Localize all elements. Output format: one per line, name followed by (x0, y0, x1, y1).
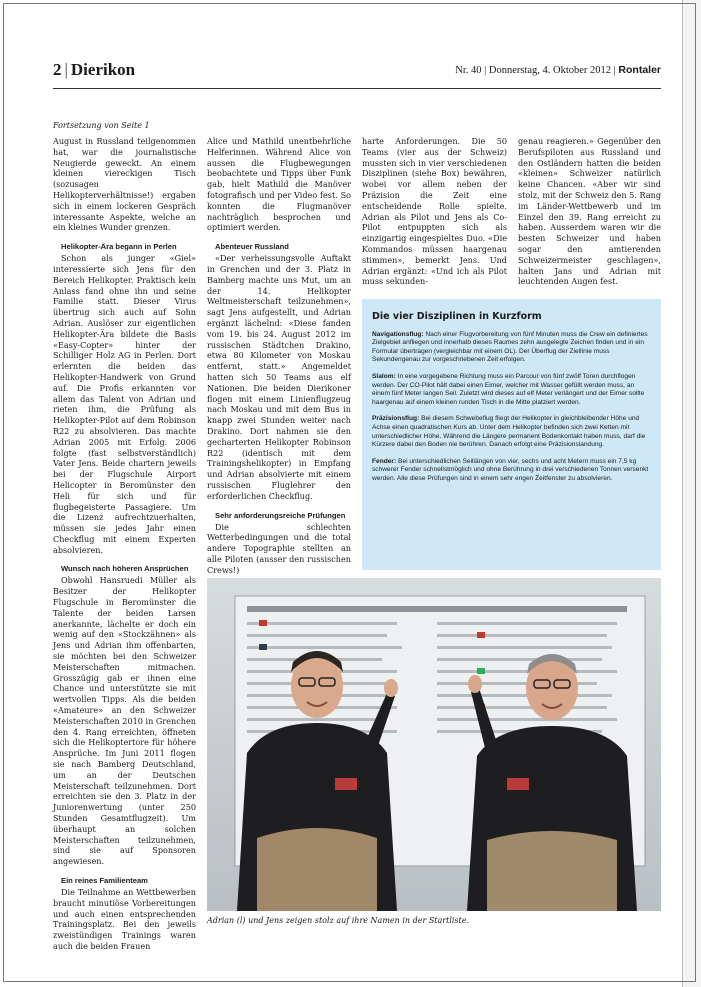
section-title: Dierikon (70, 60, 136, 79)
info-box-item (372, 458, 651, 484)
page-header-left (53, 60, 135, 80)
info-box-item (372, 373, 651, 407)
info-box-text: Bei diesem Schwebeflug fliegt der Helikopter in gleichbleibender Höhe und Achse einen quadratischen Kurs ab. Unter dem Helikopter befinden sich zwei Ketten mit unterschiedlicher Höhe. Während die Längere permanent Bodenkontakt haben muss, darf die Kürzere dabei den Boden nie berühren. Danach erfolgt eine Präzisionslandung. (372, 415, 646, 449)
photo-illustration (207, 578, 661, 911)
header-rule (53, 88, 661, 89)
paragraph: Schon als junger «Giel» interessierte sich Jens für den Bereich Helikopter. Praktisch kein Anlass fand ohne ihn und seine Familie statt. Dieser Virus übertrug sich auch auf Sohn Adrian. Auslöser zur eigentlichen Helikopter-Ära bildete die Basis «Easy-Copter» hinter der Schilliger Holz AG in Perlen. Dort erlernten die beiden das Helikopter-Handwerk von Grund auf. Die Profis erkannten vor allem das Talent von Adrian und rieten ihm, die Prüfung als Helikopter-Pilot auf dem Robinson R22 zu absolvieren. Das machte Adrian 2005 mit Erfolg. 2006 folgte (fast selbstverständlich) Vater Jens. Beide chartern jeweils bei der Flugschule Airport Helicopter in Beromünster den Heli für sich und für flugbegeisterte Passagiere. Um die Lizenz aufrechtzuerhalten, müssen sie jedes Jahr einen Checkflug mit einem Experten absolvieren. (53, 253, 196, 555)
paragraph: genau reagieren.» Gegenüber den Berufspiloten aus Russland und den Ostländern hatten die beiden «kleinen» Schweizer natürlich keine Chancen. «Aber wir sind stolz, mit der Schweiz den 5. Rang im Länder-Wettbewerb und im Einzel den 39. Rang erreicht zu haben. Ausserdem waren wir die besten Schweizer und haben sogar den amtierenden Schweizermeister geschlagen», halten Jans und Adrian mit leuchtenden Augen fest. (518, 136, 661, 287)
issue-info: Nr. 40 | Donnerstag, 4. Oktober 2012 | (455, 65, 616, 76)
info-box-item (372, 415, 651, 449)
page-number: 2 (53, 60, 62, 79)
column-1 (53, 136, 196, 952)
info-box-text: Bei unterschiedlichen Seillängen von vier, sechs und acht Metern muss ein 7,5 kg schwerer Fender schnellstmöglich und ohne Berührung in drei verschiedenen Tonnen versenkt werden. Alle diese Prüfungen sind in einem sehr engen Zeitfenster zu absolvieren. (372, 457, 649, 482)
info-box-disciplines (362, 299, 661, 570)
paragraph: Alice und Mathild unentbehrliche Helferinnen. Während Alice von aussen die Flugbewegungen beobachtete und Tipps über Funk gab, hielt Mathild die Manöver fotografisch und per Video fest. So konnten die Flugmanöver nachträglich besprochen und optimiert werden. (207, 136, 351, 233)
column-4 (518, 136, 661, 287)
paragraph: Die Teilnahme an Wettbewerben braucht minutiöse Vorbereitungen und auch einen entsprechenden Trainingsplatz. Bei den jeweils zweistündigen Trainings waren auch die beiden Frauen (53, 887, 196, 951)
subheading: Abenteuer Russland (215, 242, 289, 252)
info-box-text: In eine vorgegebene Richtung muss ein Parcour von fünf zwölf Toren durchflogen werden. Der CO-Pilot hält dabei einen Eimer, welcher mit Wasser gefüllt werden muss, an einem fünf Meter langen Seil. Zuletzt wird dieses auf elf Meter verlängert und der Eimer sollte haargenau auf einem kleinen runden Tisch in die Mitte platziert werden. (372, 372, 645, 406)
info-box-term: Slalom: (372, 372, 396, 380)
info-box-item (372, 331, 651, 365)
continuation-note: Fortsetzung von Seite 1 (53, 121, 150, 130)
subheading: Sehr anforderungsreiche Prüfungen (215, 510, 346, 520)
subheading: Wunsch nach höheren Ansprüchen (61, 564, 189, 574)
subheading: Helikopter-Ära begann in Perlen (61, 242, 177, 252)
column-2 (207, 136, 351, 575)
info-box-term: Navigationsflug: (372, 330, 424, 338)
column-3 (362, 136, 507, 287)
paragraph: Obwohl Hansruedi Müller als Besitzer der Helikopter Flugschule in Beromünster die Talente der beiden Larsen anerkannte, lächelte er doch ein wenig auf den «Stockzähnen» als Jens und Adrian ihm offenbarten, sie möchten bei den Schweizer Meisterschaften mitmachen. Grosszügig gab er ihnen eine Chance und unterstützte sie mit wertvollen Tipps. Als die beiden «Amateure» an den Schweizer Meisterschaften 2010 in Grenchen den 4. Rang erreichten, öffneten sich die Helikoptertore für höhere Ansprüche. Im Juni 2011 flogen sie nach Bamberg Deutschland, um an der Deutschen Meisterschaft teilzunehmen. Dort erreichten sie den 3. Platz in der Juniorenwertung (unter 250 Stunden Gesamtflugzeit). Um überhaupt an solchen Meisterschaften teilzunehmen, sind sie auf Sponsoren angewiesen. (53, 575, 196, 867)
info-box-term: Fender: (372, 457, 397, 465)
paragraph: «Der verheissungsvolle Auftakt in Grenchen und der 3. Platz in Bamberg machte uns Mut, um an der 14. Helikopter Weltmeisterschaft teilzunehmen», sagt Jens aufgestellt, und Adrian ergänzt lächelnd: «Diese fanden vom 19. bis 24. August 2012 im russischen Städtchen Drakino, etwa 80 Kilometer von Moskau entfernt, statt.» Angemeldet hatten sich 50 Teams aus elf Nationen. Die beiden Dierikoner flogen mit einem Linienflugzeug nach Moskau und mit dem Bus in knapp zwei Stunden weiter nach Drakino. Dort nahmen sie den gecharterten Helikopter Robinson R22 (identisch mit dem Trainingshelikopter) in Empfang und Adrian absolvierte mit einem russischen Fluglehrer den erforderlichen Checkflug. (207, 253, 351, 501)
subheading: Ein reines Familienteam (61, 876, 148, 885)
info-box-text: Nach einer Flugvorbereitung von fünf Minuten muss die Crew ein definiertes Zielgebiet anfliegen und innerhalb dieses Raumes zehn ausgelegte Zeichen finden und in ein Formular übertragen (vergleichbar mit einem OL). Der Überflug der Ziellinie muss Sekundengenau zur vorgeschriebenen Zeit erfolgen. (372, 330, 648, 364)
publication-name: Rontaler (618, 64, 661, 76)
info-box-title: Die vier Disziplinen in Kurzform (372, 311, 542, 322)
paragraph: harte Anforderungen. Die 50 Teams (vier aus der Schweiz) mussten sich in vier verschiedenen Disziplinen (siehe Box) bewähren, wobei vor allem neben der Präzision die Zeit eine entscheidende Rolle spielte. Adrian als Pilot und Jens als Co-Pilot entpuppten sich als einzigartig eingespieltes Duo. «Die Kommandos müssen haargenau stimmen», bemerkt Jens. Und Adrian ergänzt: «Und ich als Pilot muss sekunden- (362, 136, 507, 287)
photo-caption: Adrian (l) und Jens zeigen stolz auf ihre Namen in der Startliste. (207, 916, 470, 925)
paragraph: Die schlechten Wetterbedingungen und die total andere Topographie stellten an alle Piloten (ausser den russischen Crews!) (207, 521, 351, 575)
photo-pilots-start-list (207, 578, 661, 911)
header-separator: | (64, 60, 68, 79)
paragraph: August in Russland teilgenommen hat, war die journalistische Neugierde geweckt. An einem kleinen viereckigen Tisch (sozusagen Helikopterverhältnisse!) ergaben sich in einem lockeren Gespräch interessante Aspekte, welche an ein kleines Wunder grenzen. (53, 136, 196, 233)
info-box-term: Präzisionsflug: (372, 415, 420, 423)
page-header-right (455, 64, 661, 76)
